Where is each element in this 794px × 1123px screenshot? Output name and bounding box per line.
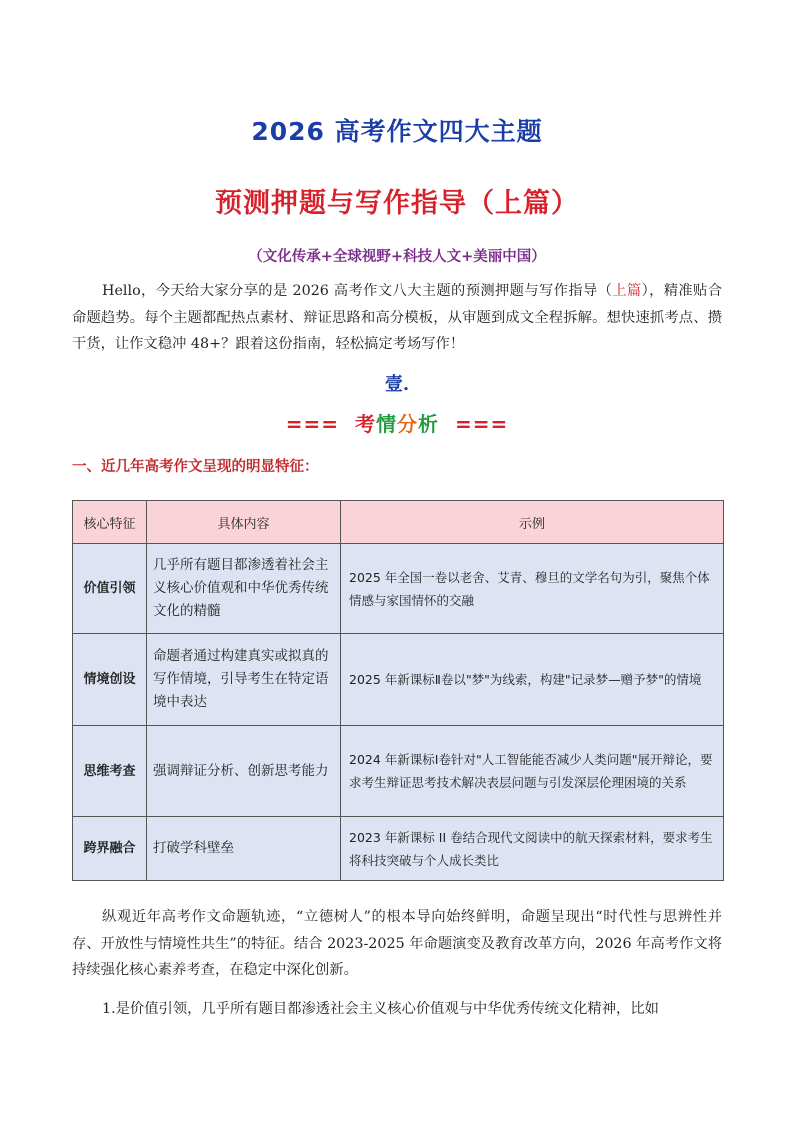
intro-highlight: 上篇	[612, 283, 642, 299]
heading-features: 一、近几年高考作文呈现的明显特征：	[72, 458, 319, 475]
column-header: 示例	[341, 501, 724, 544]
topic-list: （文化传承+全球视野+科技人文+美丽中国）	[248, 248, 546, 265]
feature-key: 价值引领	[73, 544, 147, 634]
document-title: 2026 高考作文四大主题	[251, 117, 543, 146]
table-row	[73, 634, 724, 726]
section-title-char: 考	[355, 412, 376, 436]
section-title-char: 分	[397, 412, 418, 436]
section-number: 壹.	[384, 374, 410, 395]
feature-key: 情境创设	[73, 634, 147, 726]
table-row	[73, 817, 724, 881]
intro-text-2: ），精准贴合命题趋势。每个主题都配热点素材、辩证思路和高分模板，从审题到成文全程拆解。想快速抓考点、攒干货，让作文稳冲 48+？跟着这份指南，轻松搞定考场写作！	[72, 283, 722, 352]
feature-example: 2023 年新课标 II 卷结合现代文阅读中的航天探索材料，要求考生将科技突破与个人成长类比	[341, 817, 724, 881]
table-row	[73, 544, 724, 634]
feature-example: 2025 年全国一卷以老舍、艾青、穆旦的文学名句为引，聚焦个体情感与家国情怀的交融	[341, 544, 724, 634]
section-title-char: 析	[418, 412, 439, 436]
section-title-char: 情	[376, 412, 397, 436]
feature-content: 强调辩证分析、创新思考能力	[147, 726, 341, 817]
section-title	[0, 408, 794, 437]
body-paragraph: 纵观近年高考作文命题轨迹，“立德树人”的根本导向始终鲜明，命题呈现出“时代性与思辨性并存、开放性与情境性共生”的特征。结合 2023-2025 年命题演变及教育改革方向，2026 年高考作文将持续强化核心素养考查，在稳定中深化创新。	[72, 909, 722, 978]
feature-example: 2024 年新课标Ⅰ卷针对"人工智能能否减少人类问题"展开辩论，要求考生辩证思考技术解决表层问题与引发深层伦理困境的关系	[341, 726, 724, 817]
intro-paragraph	[72, 278, 722, 358]
feature-content: 命题者通过构建真实或拟真的写作情境，引导考生在特定语境中表达	[147, 634, 341, 726]
intro-text-1: Hello，今天给大家分享的是 2026 高考作文八大主题的预测押题与写作指导（	[102, 283, 613, 299]
table-row	[73, 726, 724, 817]
feature-content: 几乎所有题目都渗透着社会主义核心价值观和中华优秀传统文化的精髓	[147, 544, 341, 634]
document-subtitle-title: 预测押题与写作指导（上篇）	[215, 188, 579, 219]
feature-key: 思维考查	[73, 726, 147, 817]
features-table	[72, 500, 724, 881]
section-eq-right: ===	[454, 412, 509, 436]
column-header: 具体内容	[147, 501, 341, 544]
body-paragraph: 1.是价值引领，几乎所有题目都渗透社会主义核心价值观与中华优秀传统文化精神，比如	[102, 1001, 659, 1017]
section-eq-left: ===	[285, 412, 340, 436]
column-header: 核心特征	[73, 501, 147, 544]
table-header-row	[73, 501, 724, 544]
feature-key: 跨界融合	[73, 817, 147, 881]
feature-example: 2025 年新课标Ⅱ卷以"梦"为线索，构建"记录梦—赠予梦"的情境	[341, 634, 724, 726]
feature-content: 打破学科壁垒	[147, 817, 341, 881]
